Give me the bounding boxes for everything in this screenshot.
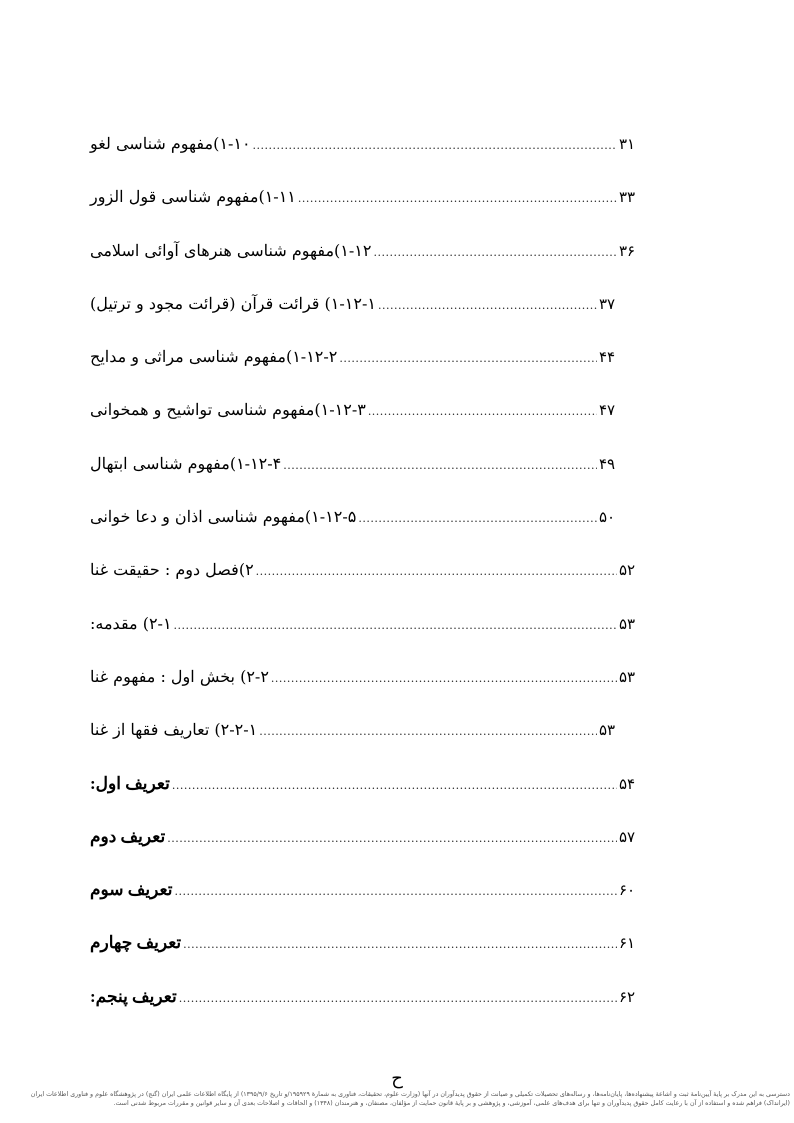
toc-entry[interactable] — [90, 187, 645, 240]
toc-entry-title: ۲-۱) مقدمه: — [90, 613, 172, 633]
toc-leader-dots — [298, 192, 617, 205]
toc-entry[interactable] — [90, 454, 645, 507]
toc-entry[interactable] — [90, 827, 645, 880]
toc-leader-dots — [167, 832, 617, 845]
toc-leader-dots — [253, 139, 617, 152]
toc-entry-page: ۳۶ — [619, 241, 636, 260]
toc-entry-page: ۵۳ — [619, 614, 636, 633]
toc-leader-dots — [256, 565, 617, 578]
toc-entry[interactable] — [90, 933, 645, 986]
toc-entry-title: ۱-۱۲-۵)مفهوم شناسی اذان و دعا خوانی — [90, 507, 357, 527]
toc-entry-title: تعریف اول: — [90, 773, 170, 793]
toc-leader-dots — [259, 725, 597, 738]
toc-entry-title: ۱-۱۲-۲)مفهوم شناسی مراثی و مدایح — [90, 347, 338, 367]
toc-entry-title: تعریف پنجم: — [90, 986, 177, 1006]
toc-leader-dots — [174, 619, 617, 632]
toc-entry-title: ۲-۲) بخش اول : مفهوم غنا — [90, 666, 269, 686]
toc-leader-dots — [358, 512, 597, 525]
toc-entry-title: ۱-۱۱)مفهوم شناسی قول الزور — [90, 187, 296, 207]
toc-entry-page: ۵۳ — [619, 667, 636, 686]
toc-entry-page: ۵۲ — [619, 561, 636, 580]
toc-leader-dots — [378, 299, 597, 312]
toc-leader-dots — [183, 938, 617, 951]
toc-entry-title: تعریف دوم — [90, 826, 166, 846]
toc-entry[interactable] — [90, 400, 645, 453]
page-number: ح — [391, 1068, 403, 1089]
toc-leader-dots — [179, 992, 617, 1005]
footer-copyright-note: دسترسی به این مدرک بر پایهٔ آیین‌نامهٔ ثبت و اشاعهٔ پیشنهاده‌ها، پایان‌نامه‌ها، و رساله‌های تحصیلات تکمیلی و صیانت از حقوق پدیدآوران در آنها (وزارت علوم، تحقیقات، فناوری به شمارهٔ ۱۹۵۹۲۹/و تاریخ ۱۳۹۵/۹/۶) از پایگاه اطلاعات علمی ایران (گنج) در پژوهشگاه علوم و فناوری اطلاعات ایران (ایرانداک) فراهم شده و استفاده از آن با رعایت کامل حقوق پدیدآوران و تنها برای هدف‌های علمی، آموزشی، و پژوهشی و بر پایهٔ قانون حمایت از مؤلفان، مصنفان، و هنرمندان (۱۳۴۸) و الحاقات و اصلاحات بعدی آن و سایر قوانین و مقررات مربوط شدنی است. — [30, 1091, 790, 1107]
toc-entry-title: ۱-۱۲-۱) قرائت قرآن (قرائت مجود و ترتیل) — [90, 293, 376, 313]
toc-entry-title: ۱-۱۲-۴)مفهوم شناسی ابتهال — [90, 453, 282, 473]
toc-entry-page: ۵۷ — [619, 827, 636, 846]
toc-entry-page: ۳۷ — [599, 294, 616, 313]
toc-entry-title: ۲)فصل دوم : حقیقت غنا — [90, 560, 254, 580]
toc-entry[interactable] — [90, 667, 645, 720]
toc-entry[interactable] — [90, 614, 645, 667]
toc-entry-title: تعریف چهارم — [90, 933, 182, 953]
toc-entry-title: ۱-۱۲)مفهوم شناسی هنرهای آوائی اسلامی — [90, 240, 372, 260]
toc-entry-page: ۴۷ — [599, 401, 616, 420]
toc-entry-page: ۳۱ — [619, 135, 636, 153]
toc-entry-page: ۵۳ — [599, 721, 616, 740]
toc-entry[interactable] — [90, 134, 645, 187]
toc-leader-dots — [368, 405, 597, 418]
toc-entry[interactable] — [90, 774, 645, 827]
toc-entry[interactable] — [90, 987, 645, 1040]
toc-leader-dots — [373, 246, 617, 259]
toc-entry-page: ۵۴ — [619, 774, 636, 793]
toc-entry-page: ۴۹ — [599, 454, 616, 473]
toc-leader-dots — [271, 672, 617, 685]
toc-entry[interactable] — [90, 720, 645, 773]
toc-entry[interactable] — [90, 347, 645, 400]
toc-entry-page: ۶۰ — [619, 881, 636, 900]
toc-leader-dots — [283, 459, 597, 472]
toc-entry-page: ۶۲ — [619, 987, 636, 1006]
toc-entry-page: ۶۱ — [619, 934, 636, 953]
toc-entry[interactable] — [90, 507, 645, 560]
table-of-contents — [90, 134, 645, 1040]
toc-entry[interactable] — [90, 560, 645, 613]
toc-entry-page: ۴۴ — [599, 348, 616, 367]
toc-entry-title: تعریف سوم — [90, 880, 173, 900]
toc-entry[interactable] — [90, 294, 645, 347]
toc-leader-dots — [172, 779, 617, 792]
toc-leader-dots — [174, 885, 617, 898]
toc-entry-page: ۵۰ — [599, 508, 616, 527]
toc-entry[interactable] — [90, 880, 645, 933]
toc-entry-title: ۱-۱۰)مفهوم شناسی لغو — [90, 134, 251, 153]
toc-entry-title: ۲-۲-۱) تعاریف فقها از غنا — [90, 720, 258, 740]
toc-leader-dots — [339, 352, 597, 365]
toc-entry-page: ۳۳ — [619, 188, 636, 207]
toc-entry[interactable] — [90, 241, 645, 294]
toc-entry-title: ۱-۱۲-۳)مفهوم شناسی تواشیح و همخوانی — [90, 400, 366, 420]
